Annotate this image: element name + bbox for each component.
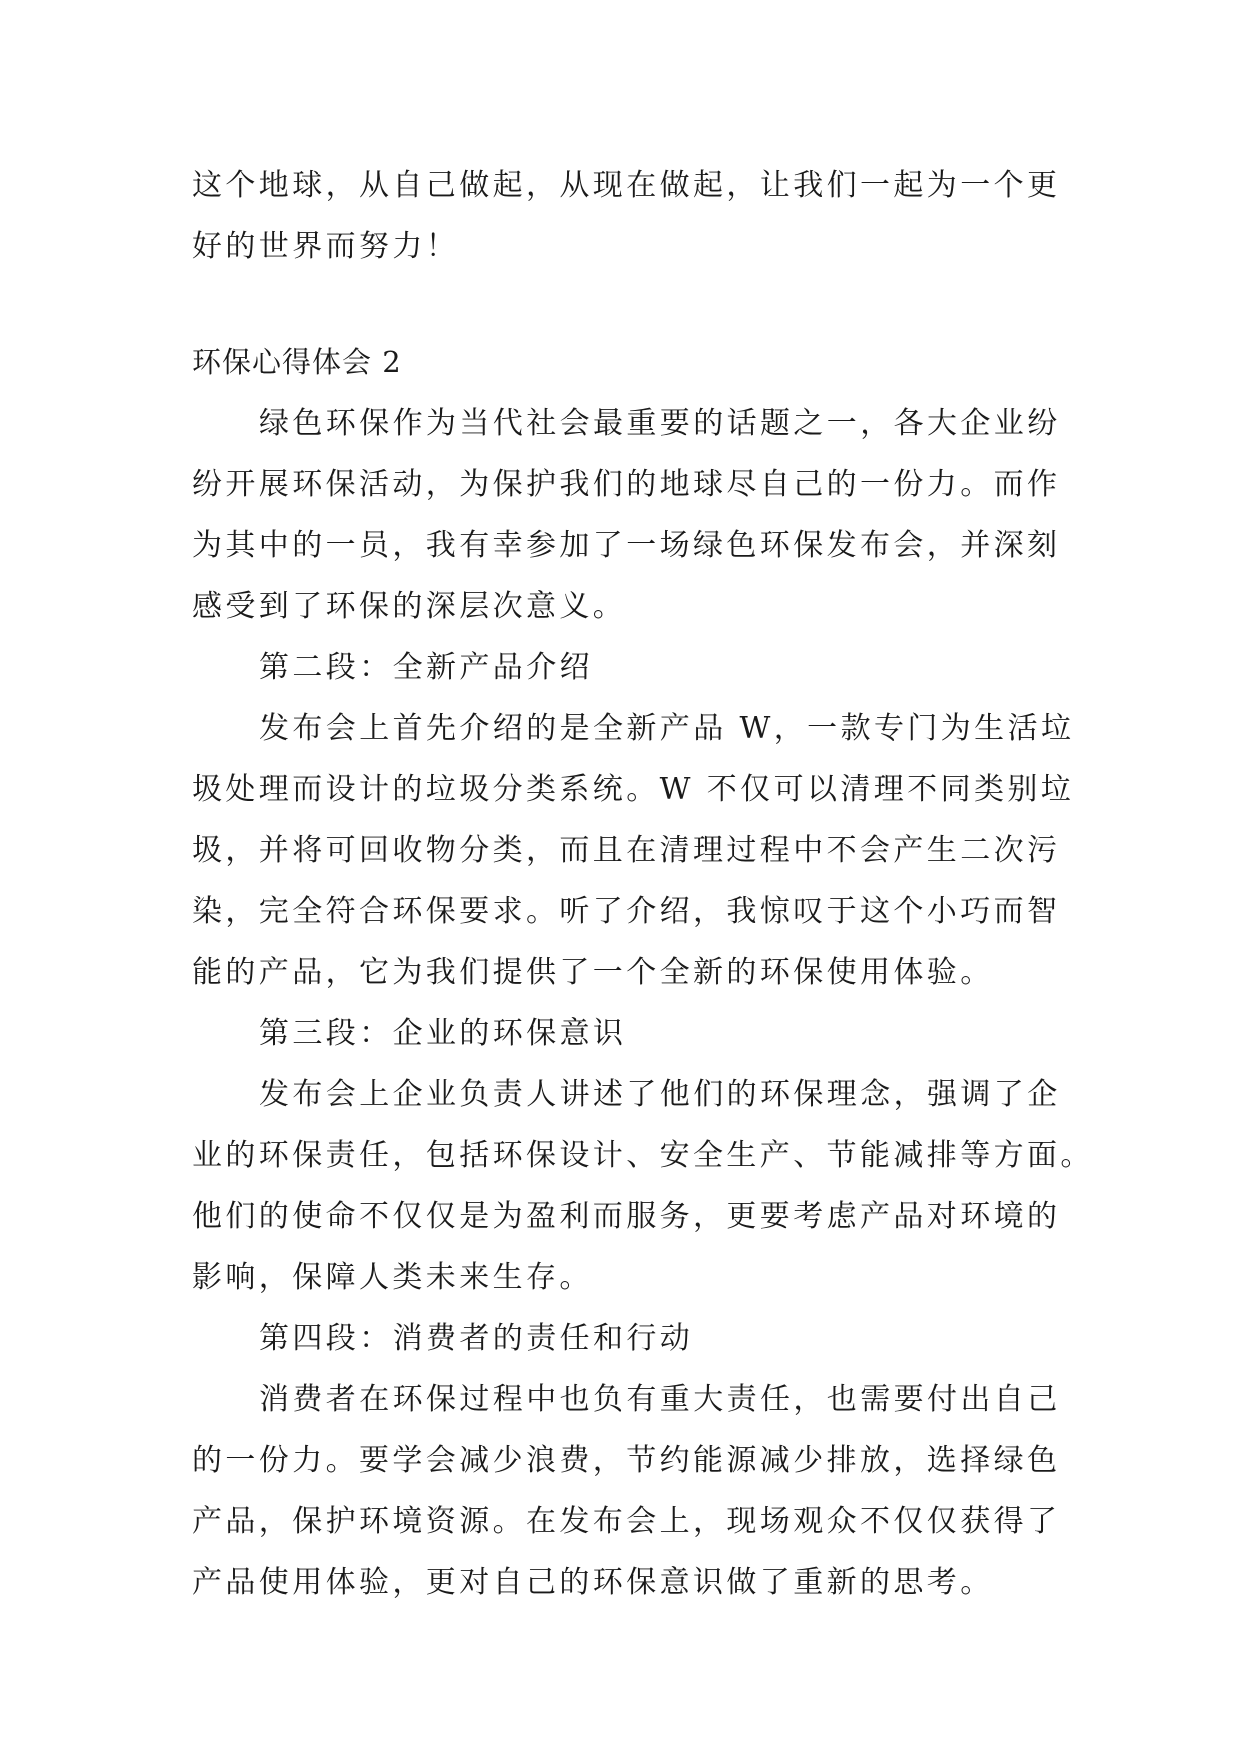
paragraph-line: 业的环保责任，包括环保设计、安全生产、节能减排等方面。	[192, 1138, 1094, 1173]
section-title: 环保心得体会 2	[192, 345, 402, 379]
paragraph-line: 产品，保护环境资源。在发布会上，现场观众不仅仅获得了	[192, 1504, 1061, 1539]
subheading: 第二段：全新产品介绍	[259, 650, 593, 685]
paragraph-line: 发布会上首先介绍的是全新产品 W，一款专门为生活垃	[259, 711, 1075, 746]
text-column	[192, 155, 1094, 1613]
paragraph-line: 为其中的一员，我有幸参加了一场绿色环保发布会，并深刻	[192, 528, 1061, 563]
paragraph-line: 消费者在环保过程中也负有重大责任，也需要付出自己	[259, 1382, 1061, 1417]
paragraph-line: 影响，保障人类未来生存。	[192, 1260, 593, 1295]
subheading: 第四段：消费者的责任和行动	[259, 1321, 694, 1356]
paragraph-line: 产品使用体验，更对自己的环保意识做了重新的思考。	[192, 1565, 994, 1600]
paragraph-line: 绿色环保作为当代社会最重要的话题之一，各大企业纷	[259, 406, 1061, 441]
paragraph-line: 纷开展环保活动，为保护我们的地球尽自己的一份力。而作	[192, 467, 1061, 502]
continuation-line: 好的世界而努力！	[192, 229, 460, 264]
paragraph-line: 发布会上企业负责人讲述了他们的环保理念，强调了企	[259, 1077, 1061, 1112]
paragraph-line: 他们的使命不仅仅是为盈利而服务，更要考虑产品对环境的	[192, 1199, 1061, 1234]
subheading: 第三段：企业的环保意识	[259, 1016, 627, 1051]
paragraph-line: 能的产品，它为我们提供了一个全新的环保使用体验。	[192, 955, 994, 990]
paragraph-line: 圾处理而设计的垃圾分类系统。W 不仅可以清理不同类别垃	[192, 772, 1075, 807]
paragraph-line: 感受到了环保的深层次意义。	[192, 589, 627, 624]
paragraph-line: 的一份力。要学会减少浪费，节约能源减少排放，选择绿色	[192, 1443, 1061, 1478]
paragraph-line: 染，完全符合环保要求。听了介绍，我惊叹于这个小巧而智	[192, 894, 1061, 929]
continuation-line: 这个地球，从自己做起，从现在做起，让我们一起为一个更	[192, 168, 1061, 203]
paragraph-line: 圾，并将可回收物分类，而且在清理过程中不会产生二次污	[192, 833, 1061, 868]
